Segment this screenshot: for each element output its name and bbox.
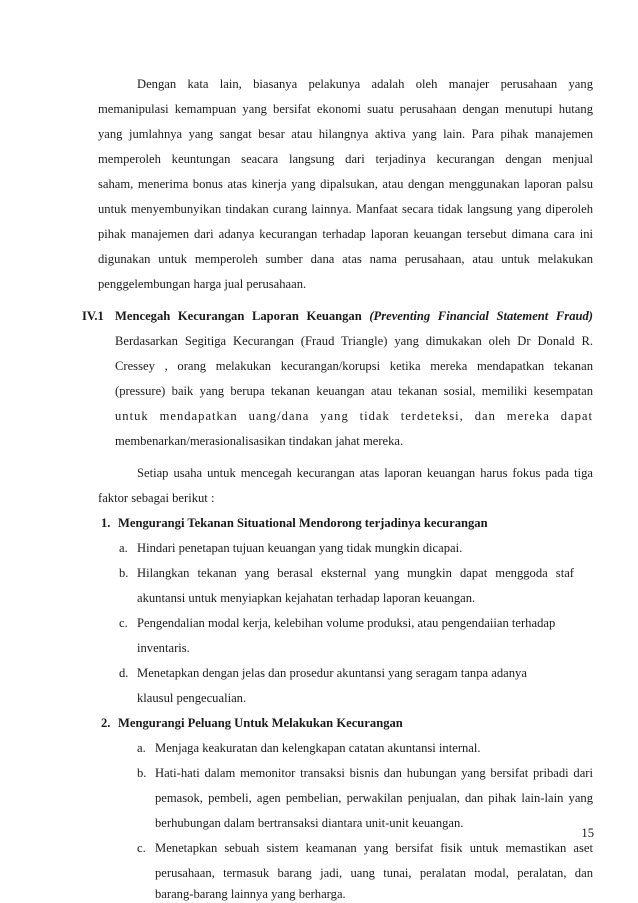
list-number: 1. bbox=[101, 516, 111, 530]
list-item: pemasok, pembeli, agen pembelian, perwakilan penjualan, dan pihak lain-lain yang bbox=[155, 791, 593, 805]
list-item: Hindari penetapan tujuan keuangan yang tidak mungkin dicapai. bbox=[137, 541, 463, 555]
list-item: Hilangkan tekanan yang berasal eksternal yang mungkin dapat menggoda staf bbox=[137, 566, 574, 580]
list-item: Menjaga keakuratan dan kelengkapan catatan akuntansi internal. bbox=[155, 741, 481, 755]
section-title-english: (Preventing Financial Statement Fraud) bbox=[369, 309, 593, 323]
list-marker: c. bbox=[119, 616, 128, 630]
list-heading: Mengurangi Tekanan Situational Mendorong terjadinya kecurangan bbox=[118, 516, 488, 530]
paragraph-line: membenarkan/merasionalisasikan tindakan jahat mereka. bbox=[115, 434, 404, 448]
list-item: inventaris. bbox=[137, 641, 190, 655]
list-marker: b. bbox=[119, 566, 129, 580]
list-item: Menetapkan dengan jelas dan prosedur akuntansi yang seragam tanpa adanya bbox=[137, 666, 527, 680]
paragraph-line: untuk mendapatkan uang/dana yang tidak terdeteksi, dan mereka dapat bbox=[115, 409, 593, 423]
list-number: 2. bbox=[101, 716, 111, 730]
paragraph-line: digunakan untuk memperoleh sumber dana atas nama perusahaan, atau untuk melakukan bbox=[98, 252, 593, 266]
section-title: Mencegah Kecurangan Laporan Keuangan bbox=[115, 309, 362, 323]
section-number: IV.1 bbox=[82, 309, 104, 323]
paragraph-line: memperoleh keuntungan seacara langsung dari terjadinya kecurangan dengan menjual bbox=[98, 152, 593, 166]
list-item: Menetapkan sebuah sistem keamanan yang bersifat fisik untuk memastikan aset bbox=[155, 841, 593, 855]
page-number: 15 bbox=[581, 826, 594, 840]
paragraph-line: (pressure) baik yang berupa tekanan keuangan atau tekanan sosial, memiliki kesempatan bbox=[115, 384, 593, 398]
list-heading: Mengurangi Peluang Untuk Melakukan Kecurangan bbox=[118, 716, 403, 730]
list-item: perusahaan, termasuk barang jadi, uang tunai, peralatan modal, peralatan, dan bbox=[155, 866, 593, 880]
list-marker: d. bbox=[119, 666, 129, 680]
paragraph-line: penggelembungan harga jual perusahaan. bbox=[98, 277, 307, 291]
section-heading bbox=[115, 308, 593, 324]
list-item: barang-barang lainnya yang berharga. bbox=[155, 887, 346, 901]
paragraph-line: yang jumlahnya yang sangat besar atau hilangnya aktiva yang lain. Para pihak manajemen bbox=[98, 127, 593, 141]
list-item: Pengendalian modal kerja, kelebihan volume produksi, atau pengendaiian terhadap bbox=[137, 616, 556, 630]
list-item: berhubungan dalam bertransaksi diantara unit-unit keuangan. bbox=[155, 816, 464, 830]
list-marker: c. bbox=[137, 841, 146, 855]
paragraph-line: memanipulasi kemampuan yang bersifat ekonomi suatu perusahaan dengan menutupi hutang bbox=[98, 102, 593, 116]
list-item: Hati-hati dalam memonitor transaksi bisnis dan hubungan yang bersifat pribadi dari bbox=[155, 766, 593, 780]
paragraph-line: untuk menyembunyikan tindakan curang lainnya. Manfaat secara tidak langsung yang diperoleh bbox=[98, 202, 593, 216]
list-item: klausul pengecualian. bbox=[137, 691, 247, 705]
list-item: akuntansi untuk menyiapkan kejahatan terhadap laporan keuangan. bbox=[137, 591, 476, 605]
paragraph-line: Setiap usaha untuk mencegah kecurangan atas laporan keuangan harus fokus pada tiga bbox=[137, 466, 593, 480]
paragraph-line: Dengan kata lain, biasanya pelakunya adalah oleh manajer perusahaan yang bbox=[137, 77, 593, 91]
paragraph-line: saham, menerima bonus atas kinerja yang dipalsukan, atau dengan menggunakan laporan palsu bbox=[98, 177, 593, 191]
list-marker: a. bbox=[119, 541, 128, 555]
paragraph-line: Cressey , orang melakukan kecurangan/korupsi ketika mereka mendapatkan tekanan bbox=[115, 359, 593, 373]
list-marker: a. bbox=[137, 741, 146, 755]
paragraph-line: faktor sebagai berikut : bbox=[98, 491, 215, 505]
paragraph-line: pihak manajemen dari adanya kecurangan terhadap laporan keuangan tersebut dimana cara ini bbox=[98, 227, 593, 241]
list-marker: b. bbox=[137, 766, 147, 780]
paragraph-line: Berdasarkan Segitiga Kecurangan (Fraud Triangle) yang dimukakan oleh Dr Donald R. bbox=[115, 334, 593, 348]
